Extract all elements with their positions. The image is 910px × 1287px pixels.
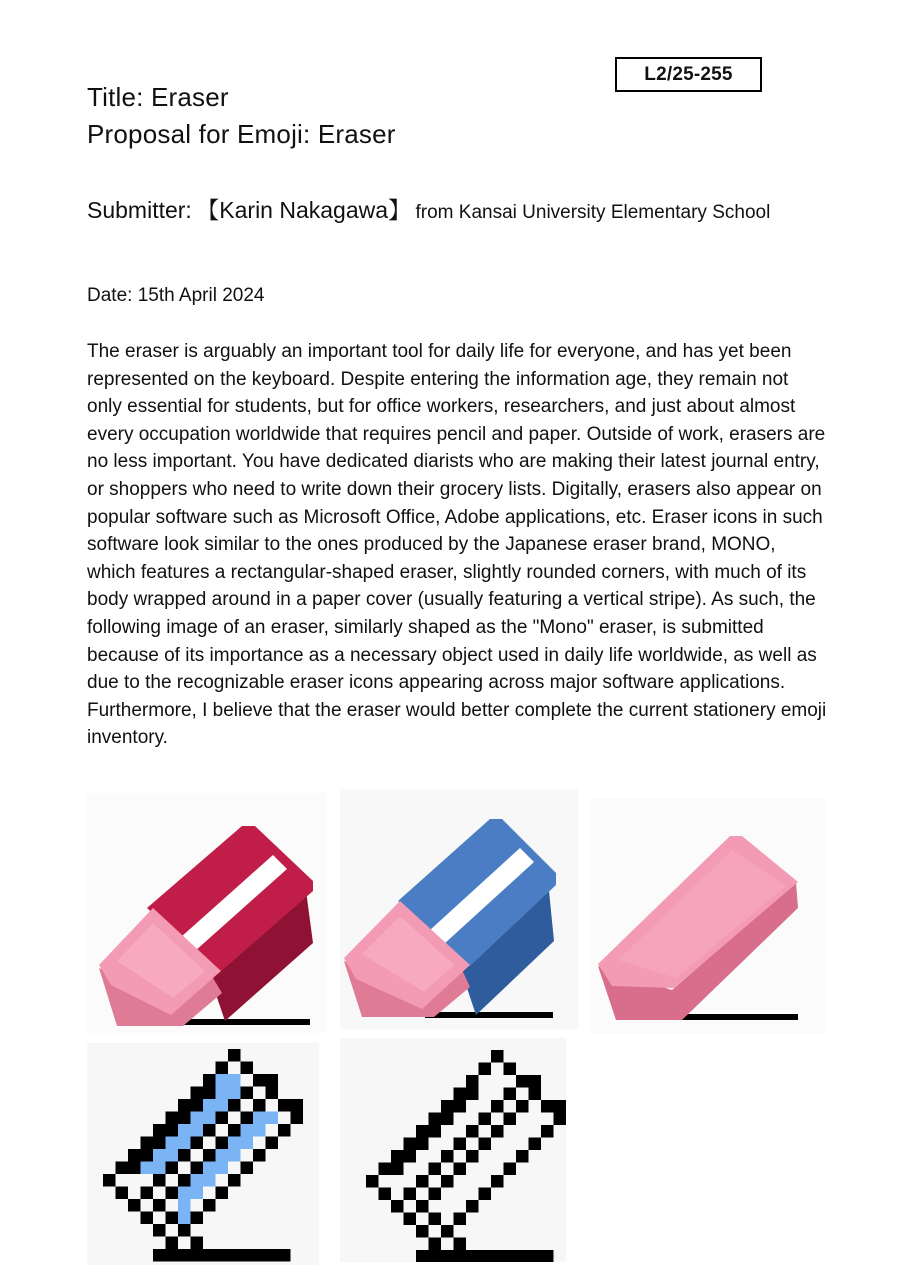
submitter-label: Submitter: [87,197,192,223]
proposal-title: Proposal for Emoji: Eraser [87,119,396,149]
date-line: Date: 15th April 2024 [87,285,265,306]
eraser-red-sleeve-icon [87,793,327,1033]
document-title: Title: Eraser [87,82,229,112]
submitter-line [87,194,787,230]
eraser-plain-pink-icon [590,798,826,1034]
eraser-blue-sleeve-icon [340,789,578,1029]
proposal-body-text: The eraser is arguably an important tool for daily life for everyone, and has yet been represented on the keyboard. Despite entering the information age, they remain not only essential for students, but for office workers, researchers, and just about almost every occupation worldwide that requires pencil and paper. Outside of work, erasers are no less important. You have dedicated diarists who are making their latest journal entry, or shoppers who need to write down their grocery lists. Digitally, erasers also appear on popular software such as Microsoft Office, Adobe applications, etc. Eraser icons in such software look similar to the ones produced by the Japanese eraser brand, MONO, which features a rectangular-shaped eraser, slightly rounded corners, with much of its body wrapped around in a paper cover (usually featuring a vertical stripe). As such, the following image of an eraser, similarly shaped as the "Mono" eraser, is submitted because of its importance as a necessary object used in daily life worldwide, as well as due to the recognizable eraser icons appearing across major software applications. Furthermore, I believe that the eraser would better complete the current stationery emoji inventory. [87,341,827,749]
document-number: L2/25-255 [615,57,762,92]
eraser-pixel-blue-icon [87,1043,319,1265]
submitter-affiliation: from Kansai University Elementary School [415,202,771,223]
submitter-name: 【Karin Nakagawa】 [196,197,412,223]
eraser-pixel-monochrome-icon [340,1038,566,1262]
